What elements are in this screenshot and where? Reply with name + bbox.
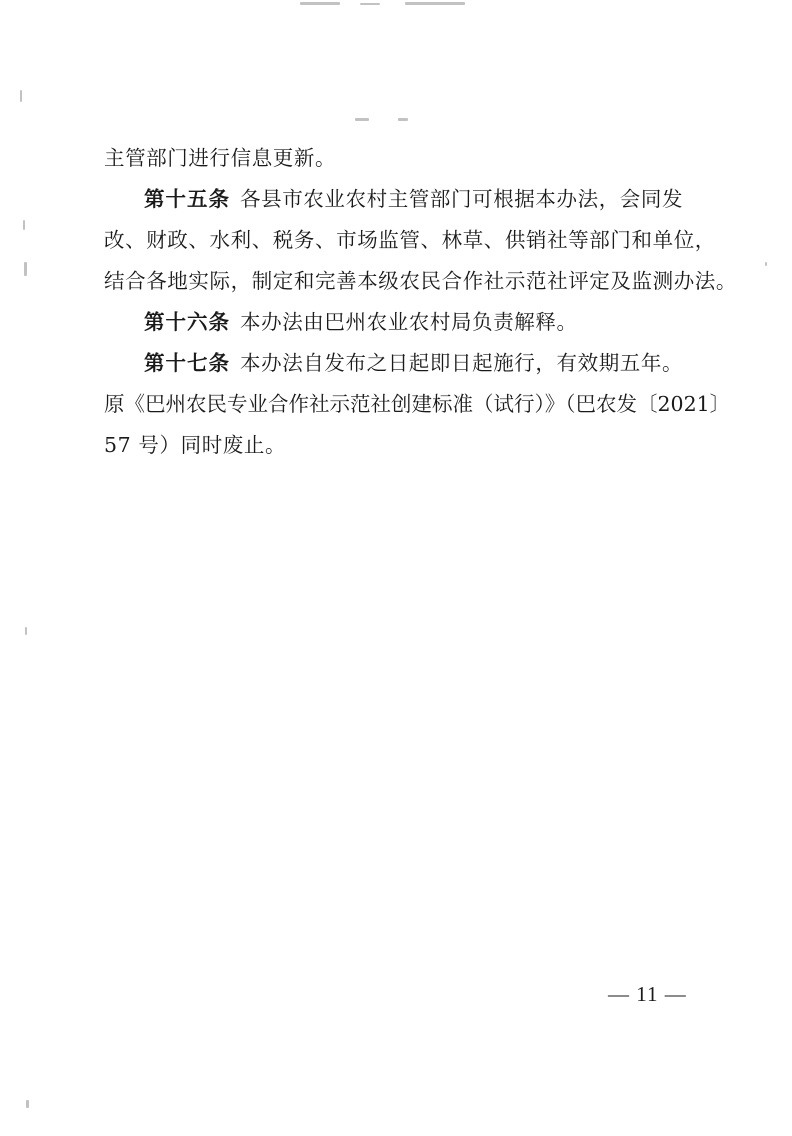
article-15 bbox=[104, 179, 704, 220]
article-17 bbox=[104, 343, 704, 384]
article-16-number: 第十六条 bbox=[144, 310, 230, 334]
article-15-line-3: 结合各地实际，制定和完善本级农民合作社示范社评定及监测办法。 bbox=[104, 269, 737, 293]
article-15-number: 第十五条 bbox=[144, 187, 230, 211]
article-15-line-2: 改、财政、水利、税务、市场监管、林草、供销社等部门和单位， bbox=[104, 228, 716, 252]
document-body bbox=[104, 138, 737, 466]
article-17-line-2: 原《巴州农民专业合作社示范社创建标准（试行）》（巴农发〔2021〕 bbox=[104, 392, 731, 416]
article-15-text: 各县市农业农村主管部门可根据本办法，会同发 bbox=[240, 187, 684, 211]
article-17-line-3: 57 号）同时废止。 bbox=[104, 433, 287, 457]
continuation-line: 主管部门进行信息更新。 bbox=[104, 146, 337, 170]
article-16 bbox=[104, 302, 704, 343]
article-17-text: 本办法自发布之日起即日起施行，有效期五年。 bbox=[240, 351, 684, 375]
article-17-number: 第十七条 bbox=[144, 351, 230, 375]
page-number: — 11 — bbox=[608, 982, 687, 1006]
article-16-text: 本办法由巴州农业农村局负责解释。 bbox=[240, 310, 578, 334]
